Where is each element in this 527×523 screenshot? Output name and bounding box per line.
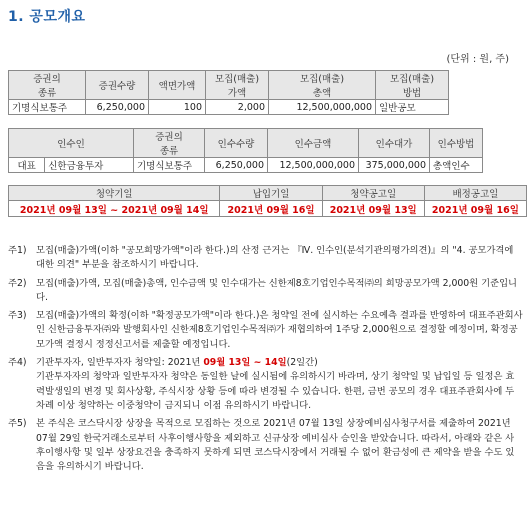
table-header-row	[9, 71, 449, 100]
cell-offer-method: 일반공모	[376, 100, 449, 115]
cell-underwrite-qty: 6,250,000	[205, 158, 268, 173]
header-underwrite-method: 인수방법	[430, 129, 483, 158]
header-underwrite-fee: 인수대가	[359, 129, 430, 158]
header-underwrite-amount: 인수금액	[268, 129, 359, 158]
cell-underwrite-amount: 12,500,000,000	[268, 158, 359, 173]
underwriter-table	[8, 128, 483, 173]
notes-section	[8, 244, 523, 478]
header-subscription-date: 청약기일	[9, 186, 220, 201]
note-text: 본 주식은 코스닥시장 상장을 목적으로 모집하는 것으로 2021년 07월 13일 상장예비심사청구서를 제출하여 2021년 07월 29일 한국거래소로부터 사후이행사항을 제외하고 신규상장 예비심사 승인을 받았습니다. 따라서, 아래와 같은 사후이행사항 및 일부 상장요건을 충족하지 못하게 되면 코스닥시장에서 거래될 수 없어 환금성에 큰 제약을 받을 수도 있음을 유의하시기 바랍니다.	[36, 418, 515, 473]
header-security-type: 증권의 종류	[134, 129, 205, 158]
cell-par-value: 100	[149, 100, 206, 115]
cell-subscription-date: 2021년 09월 13일 ~ 2021년 09월 14일	[9, 201, 220, 217]
header-security-type: 증권의 종류	[9, 71, 86, 100]
cell-underwriter: 신한금융투자	[45, 158, 134, 173]
note-text-pre: 기관투자자, 일반투자자 청약일: 2021년	[36, 357, 204, 369]
header-allocation-notice-date: 배정공고일	[424, 186, 526, 201]
cell-allocation-notice-date: 2021년 09월 16일	[424, 201, 526, 217]
cell-quantity: 6,250,000	[86, 100, 149, 115]
note-label: 주2)	[8, 277, 27, 289]
header-quantity: 증권수량	[86, 71, 149, 100]
note-item	[8, 244, 523, 273]
offering-table	[8, 70, 449, 115]
cell-offer-price: 2,000	[206, 100, 269, 115]
note-text: 모집(매출)가액(이하 "공모희망가액"이라 한다.)의 산정 근거는 『Ⅳ. 인수인(분석기관의평가의견)』의 "4. 공모가격에 대한 의견" 부분을 참조하시기 바랍니다.	[36, 245, 514, 271]
header-subscription-notice-date: 청약공고일	[322, 186, 424, 201]
header-par-value: 액면가액	[149, 71, 206, 100]
section-title: 1. 공모개요	[8, 9, 86, 25]
header-offer-method: 모집(매출) 방법	[376, 71, 449, 100]
cell-subscription-notice-date: 2021년 09월 13일	[322, 201, 424, 217]
note-item	[8, 277, 523, 306]
cell-underwrite-method: 총액인수	[430, 158, 483, 173]
note-highlight-dates: 09월 13일 ~ 14일	[203, 357, 287, 369]
header-underwrite-qty: 인수수량	[205, 129, 268, 158]
note-text-post: (2일간) 기관투자자의 청약과 일반투자자 청약은 동일한 날에 실시됨에 유의하시기 바라며, 상기 청약일 및 납입일 등 일정은 효력발생일의 변경 및 회사상황, 주식시장 상황 등에 따라 변경될 수 있습니다. 한편, 금번 공모의 경우 대표주관회사에 두 차례 이상 청약하는 이중청약이 금지되니 이점 유의하시기 바랍니다.	[36, 357, 515, 411]
cell-security-type: 기명식보통주	[134, 158, 205, 173]
note-item	[8, 356, 523, 413]
header-offer-total: 모집(매출) 총액	[269, 71, 376, 100]
table-row	[9, 100, 449, 115]
schedule-table	[8, 185, 527, 217]
cell-role: 대표	[9, 158, 45, 173]
table-header-row	[9, 129, 483, 158]
note-label: 주5)	[8, 418, 27, 430]
table-row	[9, 201, 527, 217]
header-payment-date: 납입기일	[220, 186, 322, 201]
unit-label: (단위 : 원, 주)	[446, 54, 509, 65]
note-text: 모집(매출)가액의 확정(이하 "확정공모가액"이라 한다.)은 청약일 전에 실시하는 수요예측 결과를 반영하여 대표주관회사인 신한금융투자㈜와 발행회사인 신한제8호기업인수목적㈜가 재협의하여 1주당 2,000원으로 결정할 예정이며, 확정공모가액 결정시 정정신고서를 제출할 예정입니다.	[36, 310, 523, 350]
table-row	[9, 158, 483, 173]
cell-underwrite-fee: 375,000,000	[359, 158, 430, 173]
note-item	[8, 309, 523, 352]
note-label: 주4)	[8, 357, 27, 369]
table-header-row	[9, 186, 527, 201]
cell-payment-date: 2021년 09월 16일	[220, 201, 322, 217]
note-label: 주1)	[8, 245, 27, 256]
cell-offer-total: 12,500,000,000	[269, 100, 376, 115]
note-text: 모집(매출)가액, 모집(매출)총액, 인수금액 및 인수대가는 신한제8호기업인수목적㈜의 희망공모가액 2,000원 기준입니다.	[36, 277, 518, 303]
cell-security-type: 기명식보통주	[9, 100, 86, 115]
note-label: 주3)	[8, 310, 27, 322]
note-item	[8, 417, 523, 474]
header-offer-price: 모집(매출) 가액	[206, 71, 269, 100]
note-text	[36, 356, 523, 413]
header-underwriter: 인수인	[9, 129, 134, 158]
